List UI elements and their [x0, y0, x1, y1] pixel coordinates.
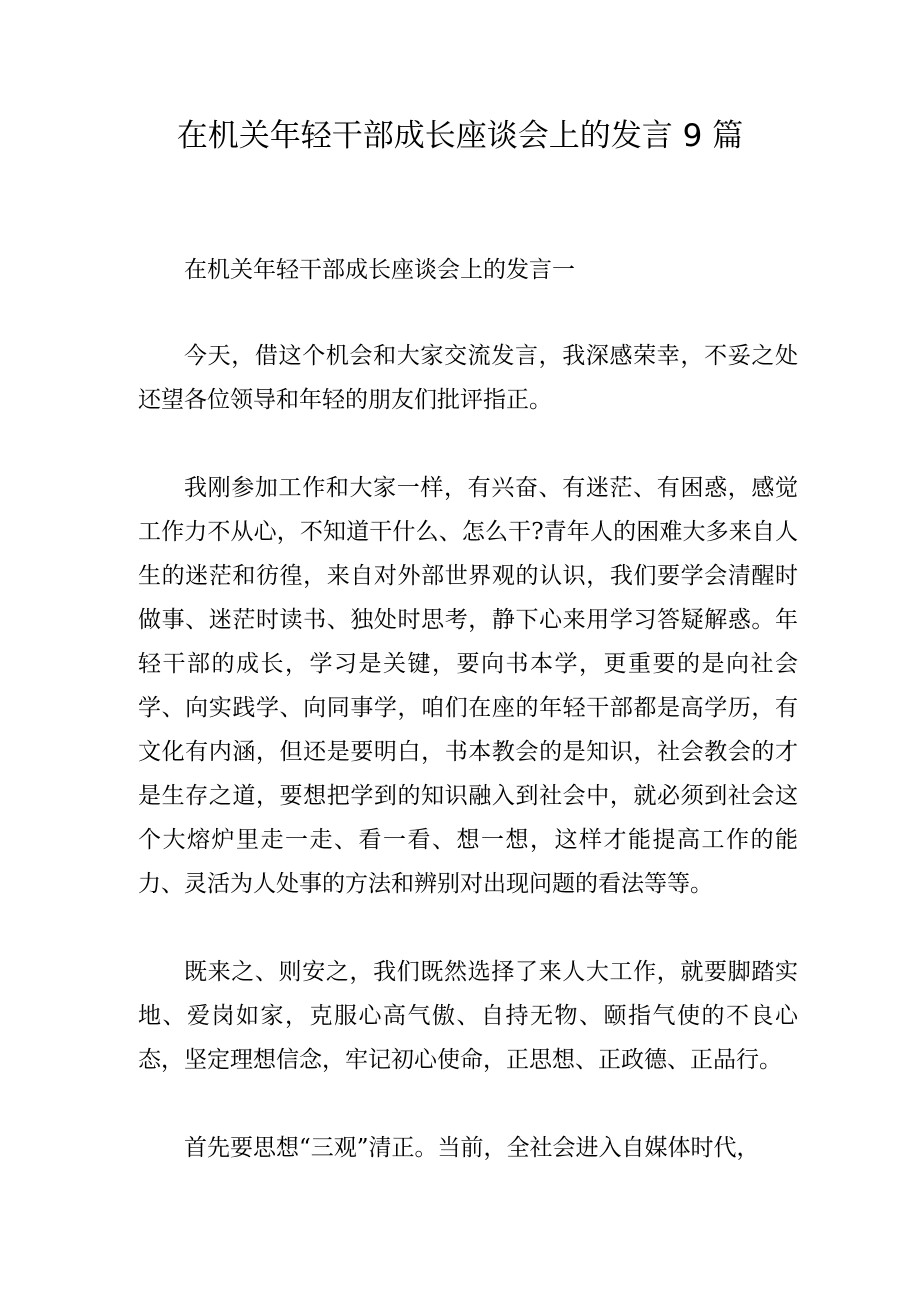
document-title: 在机关年轻干部成长座谈会上的发言 9 篇 — [176, 118, 744, 154]
document-body — [138, 248, 798, 1214]
paragraph: 我刚参加工作和大家一样，有兴奋、有迷茫、有困惑，感觉工作力不从心，不知道干什么、怎么干?青年人的困难大多来自人生的迷茫和彷徨，来自对外部世界观的认识，我们要学会清醒时做事、迷茫时读书、独处时思考，静下心来用学习答疑解惑。年轻干部的成长，学习是关键，要向书本学，更重要的是向社会学、向实践学、向同事学，咱们在座的年轻干部都是高学历，有文化有内涵，但还是要明白，书本教会的是知识，社会教会的才是生存之道，要想把学到的知识融入到社会中，就必须到社会这个大熔炉里走一走、看一看、想一想，这样才能提高工作的能力、灵活为人处事的方法和辨别对出现问题的看法等等。 — [138, 475, 798, 897]
paragraph: 首先要思想“三观”清正。当前，全社会进入自媒体时代， — [184, 1135, 760, 1161]
section-heading: 在机关年轻干部成长座谈会上的发言一 — [184, 257, 575, 283]
paragraph: 今天，借这个机会和大家交流发言，我深感荣幸，不妥之处还望各位领导和年轻的朋友们批评指正。 — [138, 343, 798, 413]
paragraph: 既来之、则安之，我们既然选择了来人大工作，就要脚踏实地、爱岗如家，克服心高气傲、自持无物、颐指气使的不良心态，坚定理想信念，牢记初心使命，正思想、正政德、正品行。 — [138, 959, 798, 1073]
